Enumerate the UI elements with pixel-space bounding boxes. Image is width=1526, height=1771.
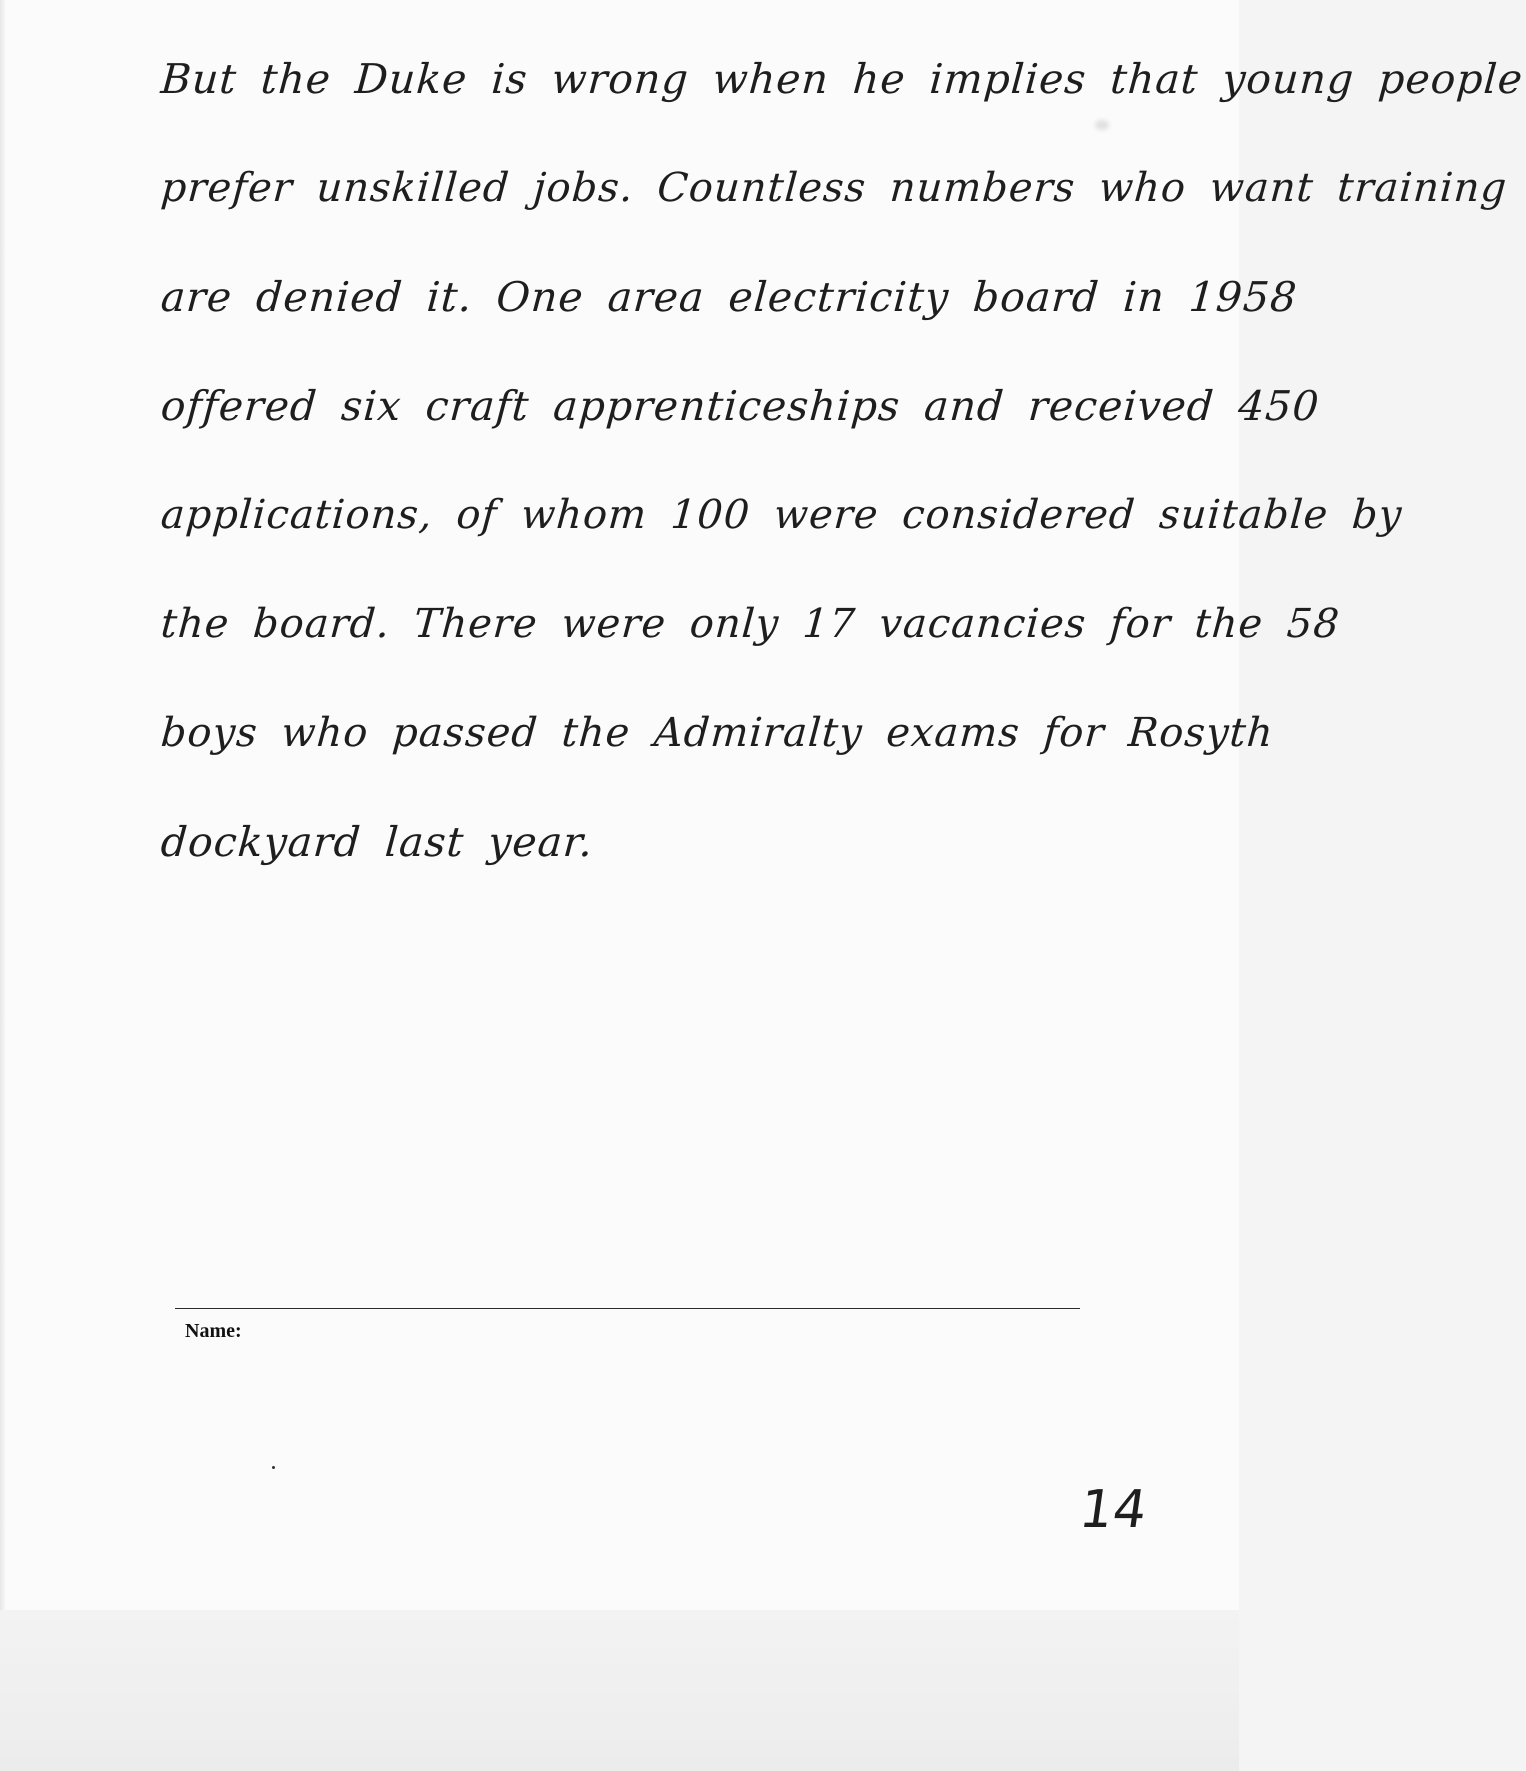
- name-label: Name:: [185, 1320, 242, 1342]
- name-signature-rule: [175, 1308, 1080, 1309]
- handwritten-line-2: prefer unskilled jobs. Countless numbers who want training: [159, 165, 1509, 211]
- handwritten-text-block: [159, 38, 1525, 910]
- scan-speck: [272, 1466, 275, 1469]
- handwritten-line-5: applications, of whom 100 were considered suitable by: [159, 492, 1404, 538]
- handwritten-line-6: the board. There were only 17 vacancies for the 58: [159, 601, 1342, 647]
- handwritten-line-4: offered six craft apprenticeships and received 450: [159, 382, 1322, 430]
- scan-bottom-shade: [0, 1610, 1239, 1771]
- handwritten-line-3: are denied it. One area electricity board in 1958: [159, 273, 1299, 321]
- page-number: 14: [1075, 1480, 1151, 1540]
- handwritten-line-8: dockyard last year.: [159, 818, 595, 866]
- scan-edge-shadow: [0, 0, 6, 1771]
- scan-smudge: [1095, 120, 1109, 130]
- handwritten-line-7: boys who passed the Admiralty exams for Rosyth: [159, 710, 1276, 756]
- handwritten-line-1: But the Duke is wrong when he implies that young people: [159, 55, 1525, 103]
